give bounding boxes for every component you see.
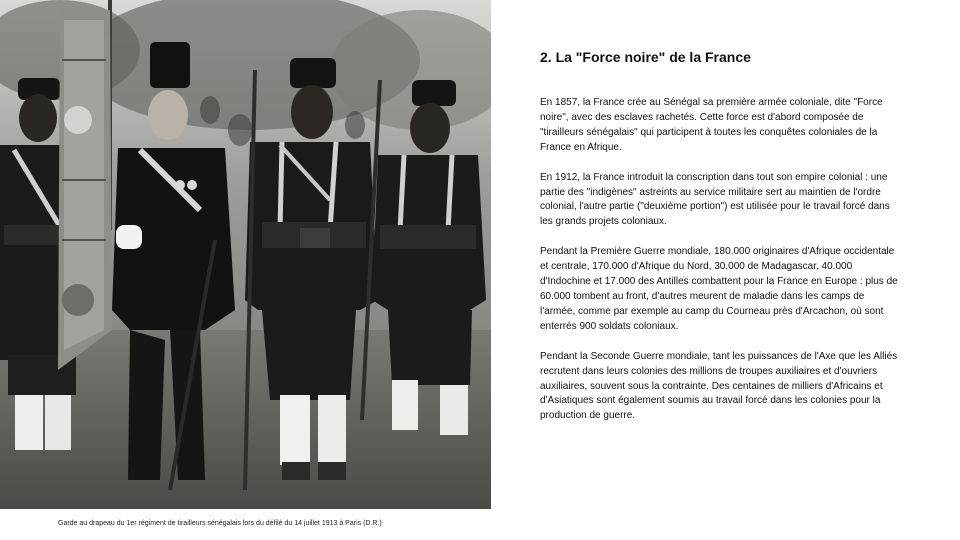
- historic-photo: [0, 0, 491, 509]
- paragraph-1857: En 1857, la France crée au Sénégal sa première armée coloniale, dite "Force noire", avec des esclaves rachetés. Cette force est d'abord composée de "tirailleurs sénégalais" qui participent à toutes les conquêtes coloniales de la France en Afrique.: [540, 97, 883, 153]
- paragraph-1912: En 1912, la France introduit la conscription dans tout son empire colonial : une partie des "indigènes" astreints au service militaire sert au maintien de l'ordre colonial, l'autre partie ("deuxième portion") est utilisée pour le travail forcé dans les grands projets coloniaux.: [540, 171, 890, 228]
- photo-illustration: [0, 0, 491, 509]
- regimental-flag: [58, 0, 112, 370]
- slide-title: 2. La "Force noire" de la France: [540, 49, 751, 65]
- body-text: [540, 96, 900, 439]
- paragraph-ww1: Pendant la Première Guerre mondiale, 180.000 originaires d'Afrique occidentale et centrale, 170.000 d'Afrique du Nord, 30.000 de Madagascar, 40.000 d'Indochine et 17.000 des Antilles combattent pour la France en Europe : plus de 60.000 tombent au front, d'autres meurent de maladie dans les camps de l'armée, comme par exemple au camp du Courneau près d'Arcachon, où sont enterrés 900 soldats coloniaux.: [540, 246, 898, 332]
- photo-caption: Garde au drapeau du 1er régiment de tirailleurs sénégalais lors du défilé du 14 juillet 1913 à Paris (D.R.): [58, 520, 382, 527]
- paragraph-ww2: Pendant la Seconde Guerre mondiale, tant les puissances de l'Axe que les Alliés recrutent dans leurs colonies des millions de troupes auxiliaires et d'ouvriers auxiliaires, souvent sous la contrainte. Des centaines de milliers d'Africains et d'Asiatiques sont également soumis au travail forcé dans les colonies pour la production de guerre.: [540, 350, 898, 422]
